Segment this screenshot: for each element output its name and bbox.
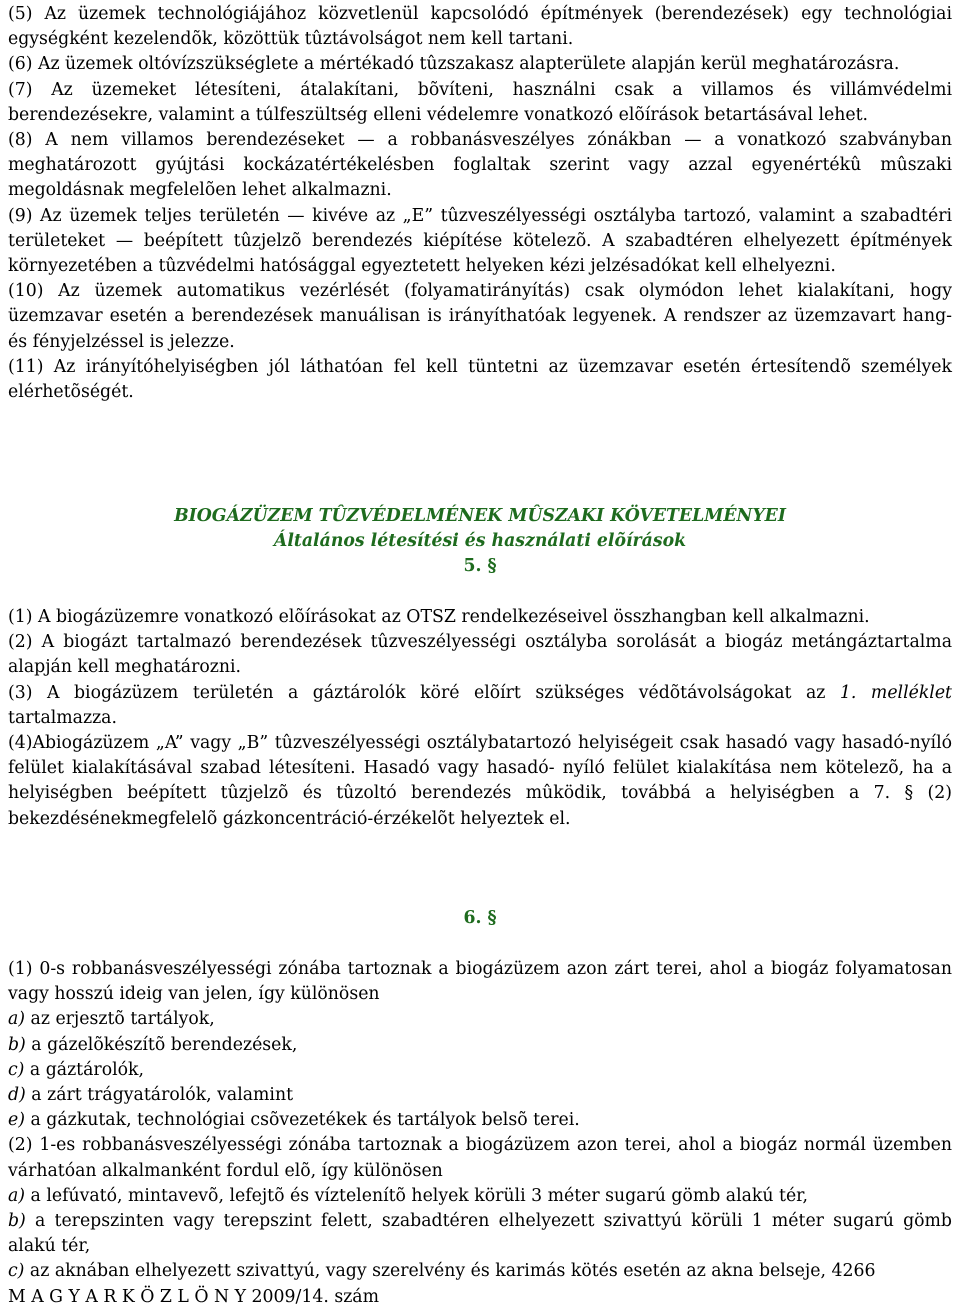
list-item-letter: b)	[8, 1034, 26, 1055]
list-item-letter: c)	[8, 1059, 25, 1080]
s5-p3-text: (3) A biogázüzem területén a gáztárolók köré elõírt szükséges védõtávolságokat az	[8, 682, 840, 703]
paragraph-6: (6) Az üzemek oltóvízszükséglete a mértékadó tûzszakasz alapterülete alapján kerül meghatározásra.	[8, 54, 900, 75]
top-paragraphs	[8, 2, 952, 405]
s5-p3-end: tartalmazza.	[8, 707, 117, 728]
s5-paragraph-3	[8, 681, 952, 731]
s6-list-2	[8, 1184, 952, 1285]
list-item-letter: d)	[8, 1085, 26, 1106]
list-item	[8, 1108, 952, 1133]
list-item-text: a gázelõkészítõ berendezések,	[25, 1034, 298, 1055]
list-item-text: az erjesztõ tartályok,	[25, 1009, 215, 1030]
list-item	[8, 1058, 952, 1083]
main-title: BIOGÁZÜZEM TÛZVÉDELMÉNEK MÛSZAKI KÖVETELMÉNYEI	[174, 506, 786, 526]
paragraph-11: (11) Az irányítóhelyiségben jól láthatóan fel kell tüntetni az üzemzavar esetén értesítendõ személyek elérhetõségét.	[8, 356, 952, 403]
list-item	[8, 1033, 952, 1058]
section-number-5: 5. §	[463, 556, 497, 577]
paragraph-9: (9) Az üzemek teljes területén — kivéve az „E” tûzveszélyességi osztályba tartozó, valamint a szabadtéri területeket — beépített tûzjelzõ berendezés kiépítése kötelezõ. A szabadtéren elhelyezett építmények környezetében a tûzvédelmi hatósággal egyeztetett helyeken kézi jelzésadókat kell elhelyezni.	[8, 205, 952, 277]
list-item-text: a gázkutak, technológiai csõvezetékek és tartályok belsõ terei.	[24, 1110, 580, 1131]
paragraph-8: (8) A nem villamos berendezéseket — a robbanásveszélyes zónákban — a vonatkozó szabványban meghatározott gyújtási kockázatértékelésben foglaltak szerint vagy azzal egyenértékû mûszaki megoldásnak megfelelõen lehet alkalmazni.	[8, 130, 952, 201]
s6-list-1	[8, 1007, 952, 1133]
s5-p3-annex-ref: 1. melléklet	[839, 682, 952, 703]
list-item	[8, 1259, 952, 1284]
section-5-body	[8, 605, 952, 832]
s5-paragraph-1: (1) A biogázüzemre vonatkozó elõírásokat az OTSZ rendelkezéseivel összhangban kell alkalmazni.	[8, 607, 870, 627]
page-footer: M A G Y A R K Ö Z L Ö N Y 2009/14. szám	[8, 1286, 379, 1307]
list-item-letter: c)	[8, 1261, 25, 1282]
list-item-text: a zárt trágyatárolók, valamint	[25, 1085, 294, 1106]
paragraph-10: (10) Az üzemek automatikus vezérlését (folyamatirányítás) csak olymódon lehet kialakítani, hogy üzemzavar esetén a berendezések manuálisan is irányíthatóak legyenek. A rendszer az üzemzavart hang- és fényjelzéssel is jelezze.	[8, 281, 952, 352]
subtitle: Általános létesítési és használati elõírások	[273, 531, 687, 552]
list-item-text: a terepszinten vagy terepszint felett, szabadtéren elhelyezett szivattyú körüli 1 méter sugarú gömb alakú tér,	[8, 1211, 952, 1257]
list-item-text: a lefúvató, mintavevõ, lefejtõ és víztelenítõ helyek körüli 3 méter sugarú gömb alakú tér,	[25, 1185, 809, 1206]
section-number-6: 6. §	[463, 908, 497, 928]
list-item-letter: e)	[8, 1110, 25, 1131]
list-item-text: az aknában elhelyezett szivattyú, vagy szerelvény és karimás kötés esetén az akna belseje, 4266	[24, 1261, 876, 1282]
paragraph-7: (7) Az üzemeket létesíteni, átalakítani, bõvíteni, használni csak a villamos és villámvédelmi berendezésekre, valamint a túlfeszültség elleni védelemre vonatkozó elõírások betartásával lehet.	[8, 79, 952, 125]
section-6-body	[8, 957, 952, 1310]
list-item-letter: b)	[8, 1211, 26, 1232]
s5-paragraph-4: (4)Abiogázüzem „A” vagy „B” tûzveszélyességi osztálybatartozó helyiségeit csak hasadó vagy hasadó-nyíló felület kialakításával szabad létesíteni. Hasadó vagy hasadó- nyíló felület kialakítása nem kötelezõ, ha a helyiségben beépített tûzjelzõ és tûzoltó berendezés mûködik, továbbá a helyiségben a 7. § (2) bekezdésénekmegfelelõ gázkoncentráció-érzékelõt helyeztek el.	[8, 733, 952, 829]
list-item	[8, 1209, 952, 1259]
s6-paragraph-2: (2) 1-es robbanásveszélyességi zónába tartoznak a biogázüzem azon terei, ahol a biogáz normál üzemben várhatóan alkalmanként fordul elõ, így különösen	[8, 1135, 952, 1181]
section-heading	[8, 504, 952, 580]
paragraph-5: (5) Az üzemek technológiájához közvetlenül kapcsolódó építmények (berendezések) egy technológiai egységként kezelendõk, közöttük tûztávolságot nem kell tartani.	[8, 4, 952, 50]
s6-paragraph-1: (1) 0-s robbanásveszélyességi zónába tartoznak a biogázüzem azon zárt terei, ahol a biogáz folyamatosan vagy hosszú ideig van jelen, így különösen	[8, 959, 952, 1005]
list-item-letter: a)	[8, 1185, 26, 1206]
list-item	[8, 1007, 952, 1032]
list-item	[8, 1083, 952, 1108]
section-6-heading-block	[8, 906, 952, 931]
s5-paragraph-2: (2) A biogázt tartalmazó berendezések tûzveszélyességi osztályba sorolását a biogáz metángáztartalma alapján kell meghatározni.	[8, 632, 952, 678]
list-item	[8, 1184, 952, 1209]
list-item-text: a gáztárolók,	[24, 1059, 144, 1080]
list-item-letter: a)	[8, 1009, 26, 1030]
